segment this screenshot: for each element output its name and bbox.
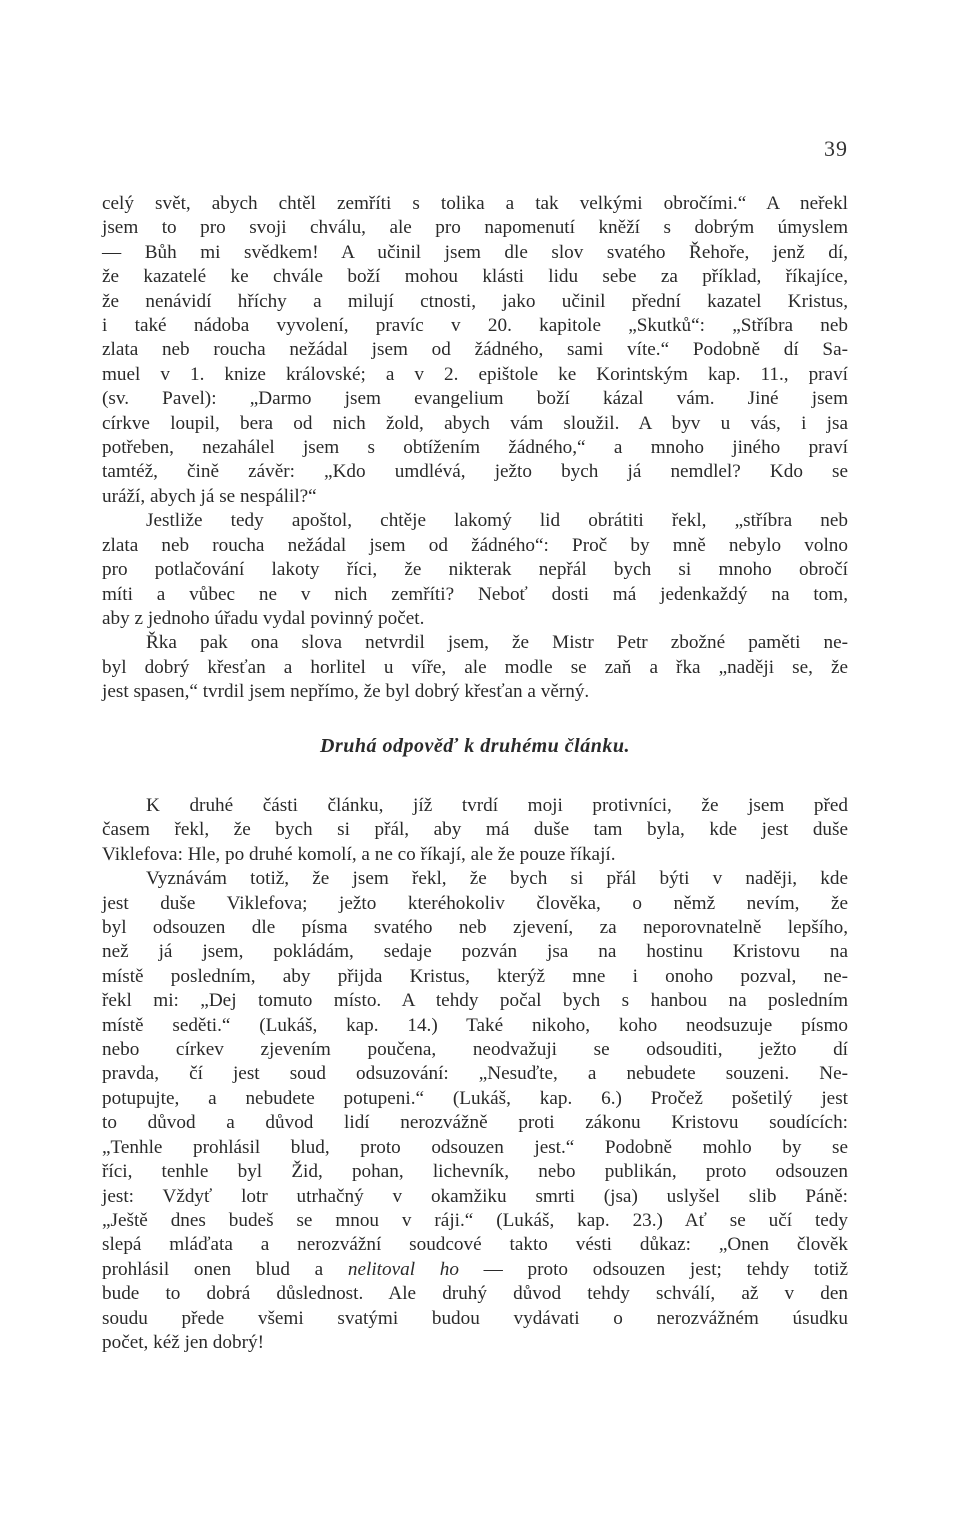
- text-line: celý svět, abych chtěl zemříti s tolika a tak velkými obročími.“ A neřekl: [102, 193, 848, 214]
- paragraph-block-2: [102, 794, 848, 1355]
- text-line: pravda, čí jest soud odsuzování: „Nesuďte, a nebudete souzeni. Ne-: [102, 1063, 848, 1085]
- text-segment: — proto odsouzen jest; tehdy totiž: [458, 1258, 848, 1280]
- text-line: Viklefova: Hle, po druhé komolí, a ne co říkají, ale že pouze říkají.: [102, 843, 616, 865]
- text-line: Jestliže tedy apoštol, chtěje lakomý lid obrátiti řekl, „stříbra neb: [146, 510, 848, 532]
- text-line: (sv. Pavel): „Darmo jsem evangelium boží kázal vám. Jiné jsem: [102, 388, 848, 410]
- text-line: Řka pak ona slova netvrdil jsem, že Mistr Petr zbožné paměti ne-: [146, 632, 848, 654]
- text-line: tamtéž, čině závěr: „Kdo umdlévá, ježto bych já nemdlel? Kdo se: [102, 461, 848, 483]
- text-line: že kazatelé ke chvále boží mohou klásti lidu sebe za příklad, říkajíce,: [102, 266, 848, 288]
- text-line: i také nádoba vyvolení, pravíc v 20. kapitole „Skutků“: „Stříbra neb: [102, 315, 848, 337]
- text-line: uráží, abych já se nespálil?“: [102, 485, 317, 507]
- text-line: jest duše Viklefova; ježto kteréhokoliv člověka, o němž nevím, že: [102, 892, 848, 914]
- text-line: muel v 1. knize královské; a v 2. epištole ke Korintským kap. 11., praví: [102, 363, 848, 385]
- text-line: slepá mláďata a nerozvážní soudcové takto vésti důkaz: „Onen člověk: [102, 1234, 848, 1256]
- text-line: bude to dobrá důslednost. Ale druhý důvod tehdy schválí, až v den: [102, 1283, 848, 1305]
- text-line: než já jsem, pokládám, sedaje pozván jsa na hostinu Kristovu na: [102, 941, 848, 963]
- text-line: „Ještě dnes budeš se mnou v ráji.“ (Lukáš, kap. 23.) Ať se učí tedy: [102, 1209, 848, 1231]
- text-line: jsem to pro svoji chválu, ale pro napomenutí kněží s dobrým úmyslem: [102, 217, 848, 239]
- text-line: Vyznávám totiž, že jsem řekl, že bych si přál býti v naději, kde: [146, 868, 848, 890]
- text-line: pro potlačování lakoty říci, že nikterak nepřál bych si mnoho obročí: [102, 559, 848, 581]
- text-line: říci, tenhle byl Žid, pohan, lichevník, nebo publikán, proto odsouzen: [102, 1161, 848, 1183]
- text-line: časem řekl, že bych si přál, aby má duše tam byla, kde jest duše: [102, 819, 848, 841]
- paragraph-block-1: [102, 192, 848, 705]
- text-line: počet, kéž jen dobrý!: [102, 1331, 264, 1353]
- text-segment: prohlásil onen blud a: [102, 1258, 348, 1280]
- text-line: zlata neb roucha nežádal jsem od žádného“: Proč by mně nebylo volno: [102, 534, 848, 556]
- text-line: — Bůh mi svědkem! A učinil jsem dle slov svatého Řehoře, jenž dí,: [102, 241, 848, 263]
- text-line: aby z jednoho úřadu vydal povinný počet.: [102, 607, 425, 629]
- text-line: nebo církev zjevením poučena, neodvažuji se odsouditi, ježto dí: [102, 1039, 848, 1061]
- text-line: zlata neb roucha nežádal jsem od žádného, sami víte.“ Podobně dí Sa-: [102, 339, 848, 361]
- text-line: jest: Vždyť lotr utrhačný v okamžiku smrti (jsa) uslyšel slib Páně:: [102, 1185, 848, 1207]
- text-line: že nenávidí hříchy a milují ctnosti, jako učinil přední kazatel Kristus,: [102, 290, 848, 312]
- text-line: byl odsouzen dle písma svatého neb zjevení, za neporovnatelně lepšího,: [102, 917, 848, 939]
- text-line: potřeben, nezahálel jsem s obtížením žádného,“ a mnoho jiného praví: [102, 437, 848, 459]
- text-line: soudu přede všemi svatými budou vydávati o nerozvážném úsudku: [102, 1307, 848, 1329]
- text-line: místě posledním, aby přijda Kristus, kterýž mne i onoho pozval, ne-: [102, 965, 848, 987]
- text-line: řekl mi: „Dej tomuto místo. A tehdy počal bych s hanbou na posledním: [102, 990, 848, 1012]
- text-line: byl dobrý křesťan a horlitel u víře, ale modle se zaň a řka „naději se, že: [102, 656, 848, 678]
- text-line: míti a vůbec ne v nich zemříti? Neboť dosti má jedenkaždý na tom,: [102, 583, 848, 605]
- page-number: 39: [824, 136, 848, 161]
- text-line: „Tenhle prohlásil blud, proto odsouzen jest.“ Podobně mohlo by se: [102, 1136, 848, 1158]
- text-line: [102, 1258, 848, 1282]
- text-line: církve loupil, bera od nich žold, abych vám sloužil. A byv u vás, i jsa: [102, 412, 848, 434]
- text-line: potupujte, a nebudete potupeni.“ (Lukáš, kap. 6.) Pročež pošetilý jest: [102, 1087, 848, 1109]
- italic-phrase: nelitoval ho: [347, 1258, 459, 1280]
- text-line: jest spasen,“ tvrdil jsem nepřímo, že byl dobrý křesťan a věrný.: [102, 681, 590, 703]
- text-line: K druhé části článku, jíž tvrdí moji protivníci, že jsem před: [146, 795, 848, 816]
- text-line: místě seděti.“ (Lukáš, kap. 14.) Také nikoho, koho neodsuzuje písmo: [102, 1014, 848, 1036]
- section-heading: Druhá odpověď k druhému článku.: [320, 735, 630, 757]
- text-line: to důvod a důvod lidí nerozvážně proti zákonu Kristovu soudících:: [102, 1112, 848, 1134]
